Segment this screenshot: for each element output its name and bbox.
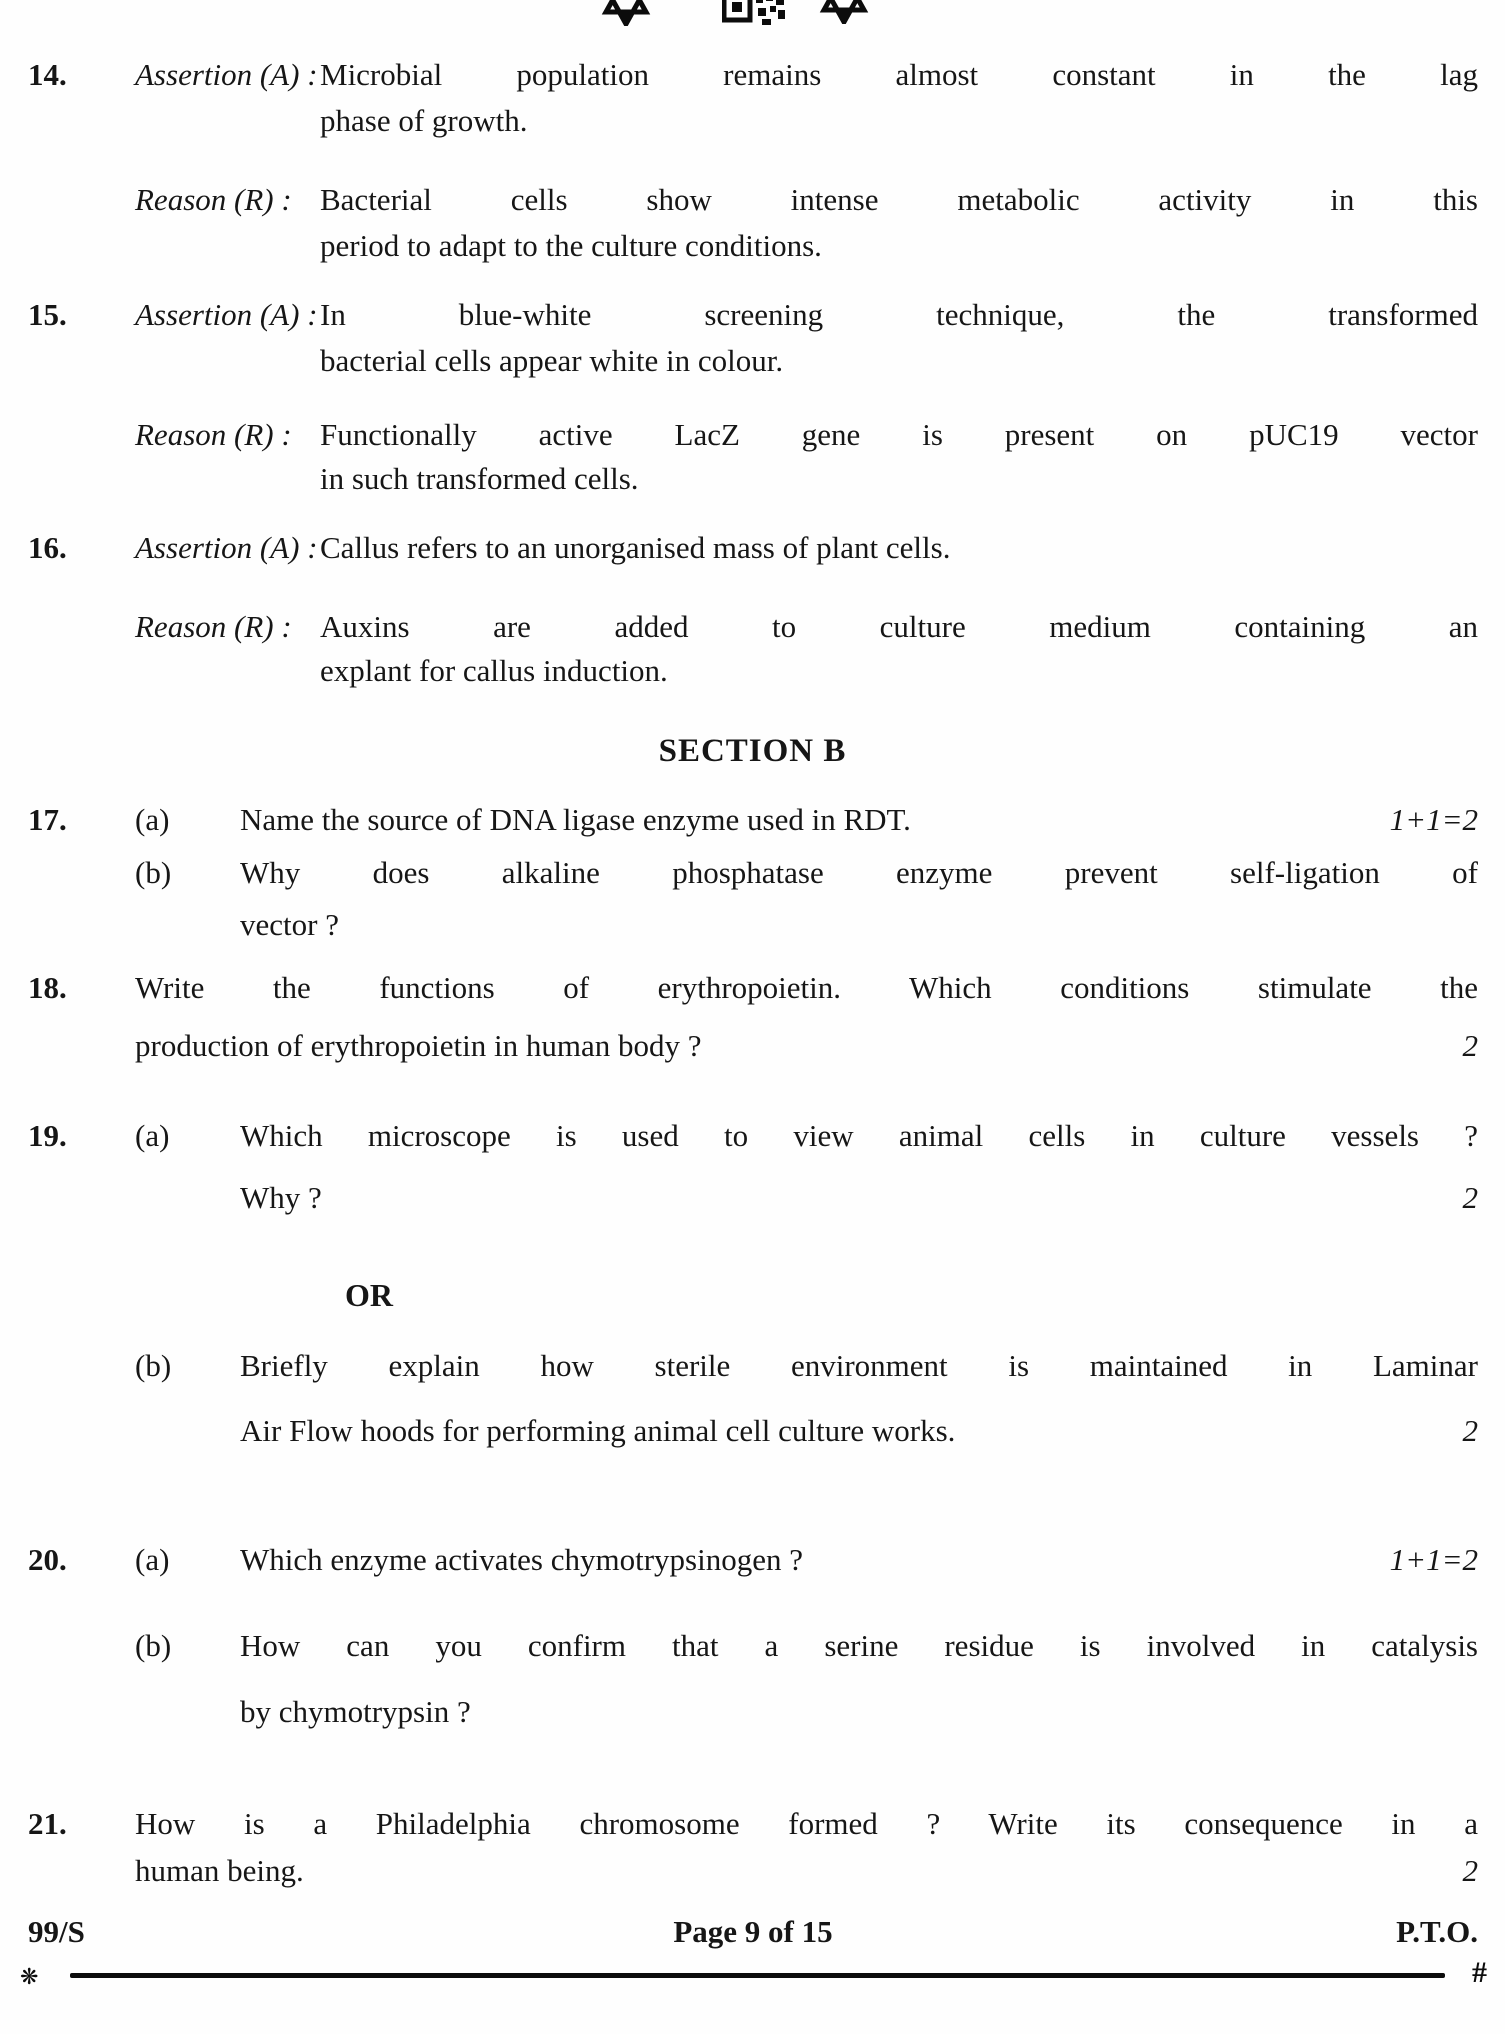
question-16-assertion xyxy=(28,525,1478,571)
part-text xyxy=(240,1537,1478,1583)
pto-label: P.T.O. xyxy=(1396,1914,1478,1949)
question-number: 15. xyxy=(28,297,67,332)
question-number: 18. xyxy=(28,970,67,1005)
star-ornament-icon xyxy=(818,0,870,32)
text-line: Write the functions of erythropoietin. Which conditions stimulate the xyxy=(135,970,1478,1005)
question-text: Why ? xyxy=(240,1180,322,1215)
question-text xyxy=(135,1800,1478,1894)
question-text: Name the source of DNA ligase enzyme used in RDT. xyxy=(240,802,911,837)
question-15-assertion xyxy=(28,292,1478,384)
question-text: human being. xyxy=(135,1853,304,1888)
question-number: 14. xyxy=(28,57,67,92)
text-line: Which microscope is used to view animal cells in culture vessels ? xyxy=(240,1118,1478,1153)
star-ornament-icon xyxy=(600,0,652,34)
section-heading: SECTION B xyxy=(658,733,847,769)
text-line: Auxins are added to culture medium containing an xyxy=(320,609,1478,644)
question-16-reason xyxy=(28,605,1478,693)
text-line xyxy=(240,797,1478,843)
qr-code-fragment-icon xyxy=(722,0,786,38)
page-footer xyxy=(28,1914,1478,1950)
or-separator: OR xyxy=(345,1277,393,1313)
question-17-part-a xyxy=(28,797,1478,843)
text-line: bacterial cells appear white in colour. xyxy=(320,343,784,378)
question-19-part-b xyxy=(28,1333,1478,1463)
text-line: in such transformed cells. xyxy=(320,461,639,496)
text-line: Why does alkaline phosphatase enzyme prevent self-ligation of xyxy=(240,855,1478,890)
question-18 xyxy=(28,959,1478,1075)
marks-value: 2 xyxy=(1462,1028,1478,1063)
question-20-part-b xyxy=(28,1613,1478,1745)
text-line: Callus refers to an unorganised mass of plant cells. xyxy=(320,530,951,565)
part-label: (b) xyxy=(135,1348,172,1383)
question-number: 17. xyxy=(28,802,67,837)
text-line: explant for callus induction. xyxy=(320,653,668,688)
question-number-spacer xyxy=(28,1613,135,1745)
reason-text xyxy=(320,413,1478,501)
question-19-part-a xyxy=(28,1105,1478,1229)
reason-label: Reason (R) : xyxy=(135,417,292,452)
text-line: phase of growth. xyxy=(320,103,528,138)
part-text xyxy=(240,1333,1478,1463)
question-number: 21. xyxy=(28,1806,67,1841)
rosette-ornament-icon: ❋ xyxy=(20,1964,39,1989)
footer-rule-row xyxy=(0,1956,1505,2006)
marks-value: 2 xyxy=(1462,1413,1478,1448)
assertion-label: Assertion (A) : xyxy=(135,297,318,332)
footer-divider-line xyxy=(70,1973,1445,1978)
text-line xyxy=(240,1167,1478,1229)
page-number-label: Page 9 of 15 xyxy=(673,1914,833,1949)
question-number: 16. xyxy=(28,530,67,565)
assertion-text xyxy=(320,292,1478,384)
question-14-assertion xyxy=(28,52,1478,144)
part-label: (b) xyxy=(135,855,172,890)
question-number-spacer xyxy=(28,177,135,269)
question-number-spacer xyxy=(28,413,135,501)
question-number-spacer xyxy=(28,1333,135,1463)
text-line xyxy=(135,1847,1478,1894)
question-number-spacer xyxy=(28,605,135,693)
reason-text xyxy=(320,177,1478,269)
question-text: Which enzyme activates chymotrypsinogen ? xyxy=(240,1542,803,1577)
part-text xyxy=(240,1105,1478,1229)
assertion-label: Assertion (A) : xyxy=(135,530,318,565)
question-15-reason xyxy=(28,413,1478,501)
question-14-reason xyxy=(28,177,1478,269)
question-17-part-b xyxy=(28,847,1478,951)
assertion-label: Assertion (A) : xyxy=(135,57,318,92)
question-text: Air Flow hoods for performing animal cell culture works. xyxy=(240,1413,956,1448)
text-line: Bacterial cells show intense metabolic activity in this xyxy=(320,182,1478,217)
text-line: Microbial population remains almost constant in the lag xyxy=(320,57,1478,92)
reason-label: Reason (R) : xyxy=(135,182,292,217)
paper-code: 99/S xyxy=(28,1914,85,1949)
marks-value: 2 xyxy=(1462,1853,1478,1888)
text-line xyxy=(240,1537,1478,1583)
text-line: In blue-white screening technique, the transformed xyxy=(320,297,1478,332)
part-text xyxy=(240,1613,1478,1745)
marks-value: 2 xyxy=(1462,1180,1478,1215)
question-number: 20. xyxy=(28,1542,67,1577)
text-line: vector ? xyxy=(240,907,339,942)
text-line xyxy=(135,1017,1478,1075)
part-label: (a) xyxy=(135,1542,170,1577)
part-text xyxy=(240,847,1478,951)
text-line: by chymotrypsin ? xyxy=(240,1694,471,1729)
part-label: (b) xyxy=(135,1628,172,1663)
question-21 xyxy=(28,1800,1478,1894)
question-text xyxy=(135,959,1478,1075)
question-number-spacer xyxy=(28,847,135,951)
text-line: How can you confirm that a serine residue is involved in catalysis xyxy=(240,1628,1478,1663)
text-line: How is a Philadelphia chromosome formed ? Write its consequence in a xyxy=(135,1806,1478,1841)
question-number: 19. xyxy=(28,1118,67,1153)
text-line: Functionally active LacZ gene is present on pUC19 vector xyxy=(320,417,1478,452)
text-line: period to adapt to the culture conditions. xyxy=(320,228,822,263)
question-text: production of erythropoietin in human body ? xyxy=(135,1028,702,1063)
text-line: Briefly explain how sterile environment is maintained in Laminar xyxy=(240,1348,1478,1383)
assertion-text xyxy=(320,525,1478,571)
reason-label: Reason (R) : xyxy=(135,609,292,644)
marks-value: 1+1=2 xyxy=(1389,1542,1478,1577)
text-line xyxy=(240,1398,1478,1463)
reason-text xyxy=(320,605,1478,693)
hash-mark: # xyxy=(1472,1956,1487,1989)
marks-value: 1+1=2 xyxy=(1389,802,1478,837)
question-20-part-a xyxy=(28,1537,1478,1583)
part-label: (a) xyxy=(135,802,170,837)
part-text xyxy=(240,797,1478,843)
assertion-text xyxy=(320,52,1478,144)
part-label: (a) xyxy=(135,1118,170,1153)
